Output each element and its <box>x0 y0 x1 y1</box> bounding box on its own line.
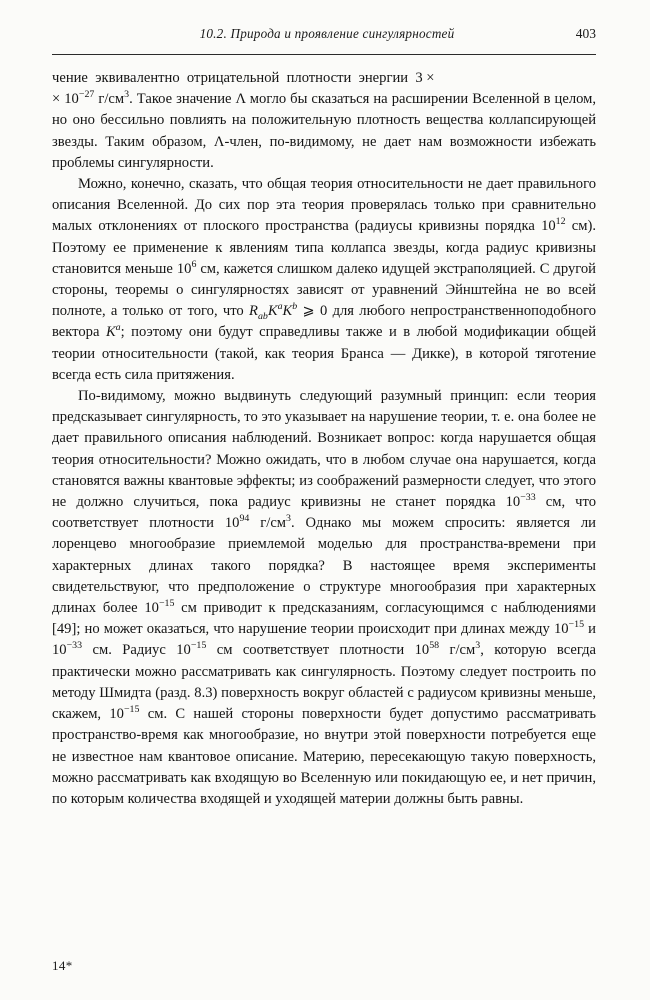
page-number: 403 <box>575 26 596 41</box>
page-header <box>52 26 596 48</box>
signature-mark: 14* <box>52 958 73 973</box>
paragraph-3: По-видимому, можно выдвинуть следующий разумный принцип: если теория предсказывает сингулярность, то это указывает на нарушение теории, т. е. она более не дает правильного описания наблюдений. Возникает вопрос: когда нарушается общая теория относительности? Можно ожидать, что в любом случае она нарушается, когда становятся важны квантовые эффекты; из соображений размерности следует, что этого не должно случиться, пока радиус кривизны не станет порядка $10^{-33}$ см, что соответствует плотности $10^{94}$ $г/см^3$. Однако мы можем спросить: является ли лоренцево многообразие приемлемой моделью для пространства-времени при характерных длинах такого порядка? В настоящее время эксперименты свидетельствуюг, что предположение о структуре многообразия при характерных длинах более $10^{-15}$ см приводит к предсказаниям, согласующимся с наблюдениями [49]; но может оказаться, что нарушение теории происходит при длинах между $10^{-15}$ и $10^{-33}$ см. Радиус $10^{-15}$ см соответствует плотности $10^{58}$ $г/см^3$, которую всегда практически можно рассматривать как сингулярность. Поэтому следует построить по методу Шмидта (разд. 8.3) поверхность вокруг областей с радиусом кривизны меньше, скажем, $10^{-15}$ см. С нашей стороны поверхности будет допустимо рассматривать пространство-время как многообразие, но внутри этой поверхности потребуется еще не известное нам квантовое описание. Материю, пересекающую такую поверхность, можно рассматривать как входящую во Вселенную или покидающую ее, и нет причин, по которым количества входящей и уходящей материи должны быть равны. <box>52 388 596 807</box>
paragraph-2: Можно, конечно, сказать, что общая теория относительности не дает правильного описания Вселенной. До сих пор эта теория проверялась только при сравнительно малых отклонениях от плоского пространства (радиусы кривизны порядка $10^{12}$ см). Поэтому ее применение к явлениям типа коллапса звезды, когда радиус кривизны становится меньше $10^6$ см, кажется слишком далеко идущей экстраполяцией. С другой стороны, теоремы о сингулярностях зависят от уравнений Эйнштейна не во всей полноте, а только от того, что $R_{ab}K^aK^b$ ⩾ 0 для любого непространственноподобного вектора $K^a$; поэтому они будут справедливы также и в любой модификации общей теории относительности (такой, как теория Бранса — Дикке), в которой тяготение всегда есть сила притяжения. <box>52 176 597 383</box>
paragraph-1: чение эквивалентно отрицательной плотности энергии 3 × × $10^{-27}$ $г/см^3$. Такое значение Λ могло бы сказаться на расширении Вселенной в целом, но оно бессильно повлиять на положительную плотность вещества коллапсирующей звезды. Таким образом, Λ-член, по-видимому, не дает нам возможности избежать проблемы сингулярности. <box>52 70 597 171</box>
header-rule <box>52 54 596 55</box>
body-text <box>52 68 596 810</box>
running-title: 10.2. Природа и проявление сингулярностей <box>199 26 455 41</box>
